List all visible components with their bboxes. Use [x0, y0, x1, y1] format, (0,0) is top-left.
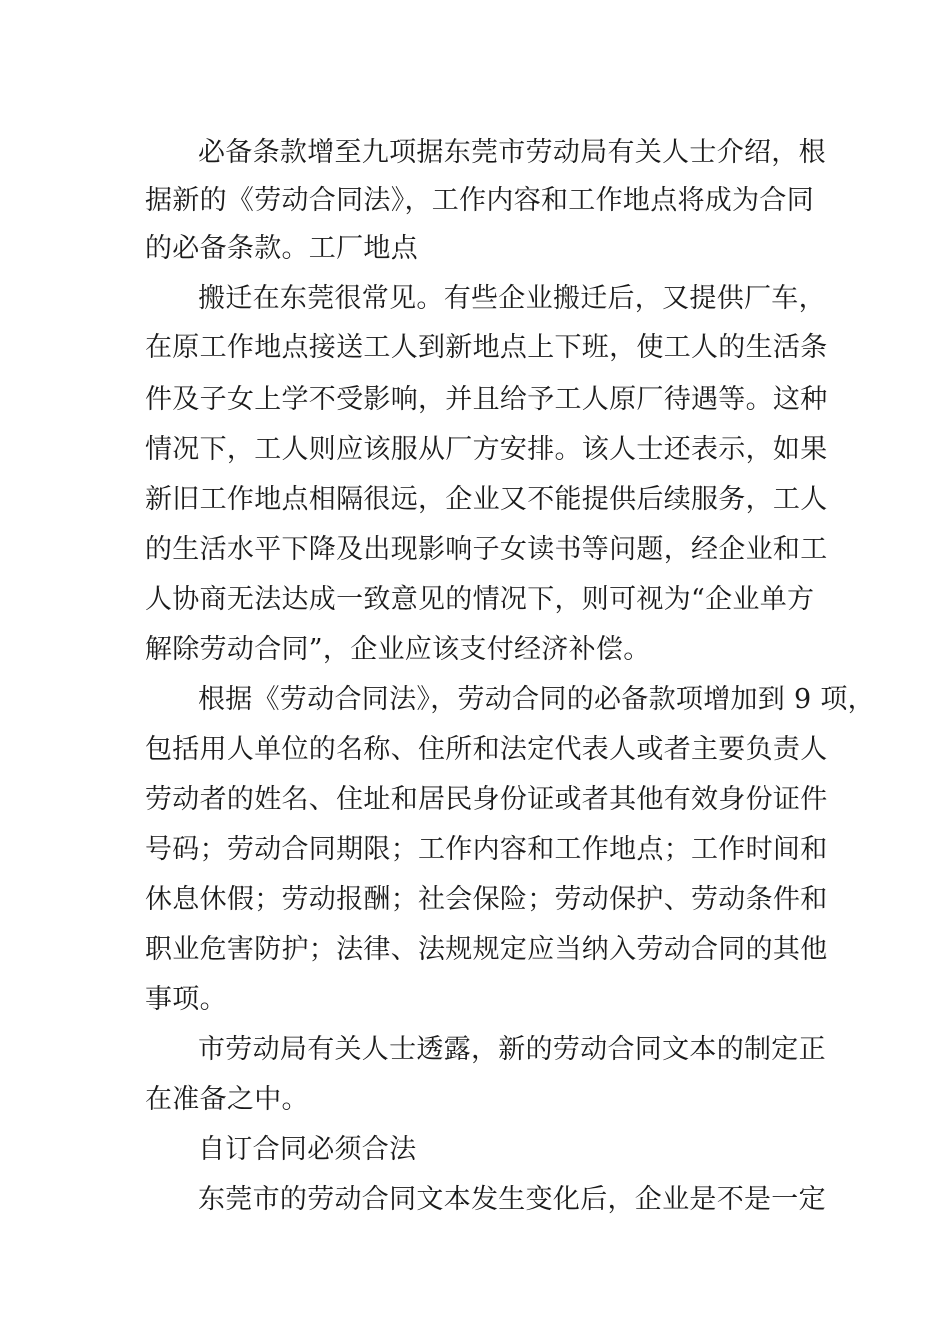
text-line-6: 件及子女上学不受影响，并且给予工人原厂待遇等。这种: [145, 384, 828, 415]
text-line-7: 情况下，工人则应该服从厂方安排。该人士还表示，如果: [145, 434, 828, 465]
text-line-2: 据新的《劳动合同法》，工作内容和工作地点将成为合同: [145, 185, 814, 216]
text-line-22: 东莞市的劳动合同文本发生变化后，企业是不是一定: [198, 1184, 826, 1215]
text-line-19: 市劳动局有关人士透露，新的劳动合同文本的制定正: [198, 1034, 826, 1065]
text-line-11: 解除劳动合同”，企业应该支付经济补偿。: [145, 634, 651, 665]
text-line-12: 根据《劳动合同法》，劳动合同的必备款项增加到 9 项，: [198, 684, 875, 715]
text-line-4: 搬迁在东莞很常见。有些企业搬迁后，又提供厂车，: [198, 283, 826, 314]
text-line-20: 在准备之中。: [145, 1084, 309, 1115]
text-line-15: 号码；劳动合同期限；工作内容和工作地点；工作时间和: [145, 834, 828, 865]
text-line-13: 包括用人单位的名称、住所和法定代表人或者主要负责人: [145, 734, 828, 765]
text-line-17: 职业危害防护；法律、法规规定应当纳入劳动合同的其他: [145, 934, 828, 965]
section-heading: 自订合同必须合法: [198, 1134, 417, 1165]
text-line-18: 事项。: [145, 984, 227, 1015]
text-line-1: 必备条款增至九项据东莞市劳动局有关人士介绍，根: [198, 137, 826, 168]
text-line-3: 的必备条款。工厂地点: [145, 233, 418, 264]
text-line-5: 在原工作地点接送工人到新地点上下班，使工人的生活条: [145, 332, 828, 363]
text-line-14: 劳动者的姓名、住址和居民身份证或者其他有效身份证件: [145, 784, 828, 815]
text-line-8: 新旧工作地点相隔很远，企业又不能提供后续服务，工人: [145, 484, 828, 515]
text-line-9: 的生活水平下降及出现影响子女读书等问题，经企业和工: [145, 534, 828, 565]
text-line-10: 人协商无法达成一致意见的情况下，则可视为“企业单方: [145, 584, 815, 615]
text-line-16: 休息休假；劳动报酬；社会保险；劳动保护、劳动条件和: [145, 884, 828, 915]
